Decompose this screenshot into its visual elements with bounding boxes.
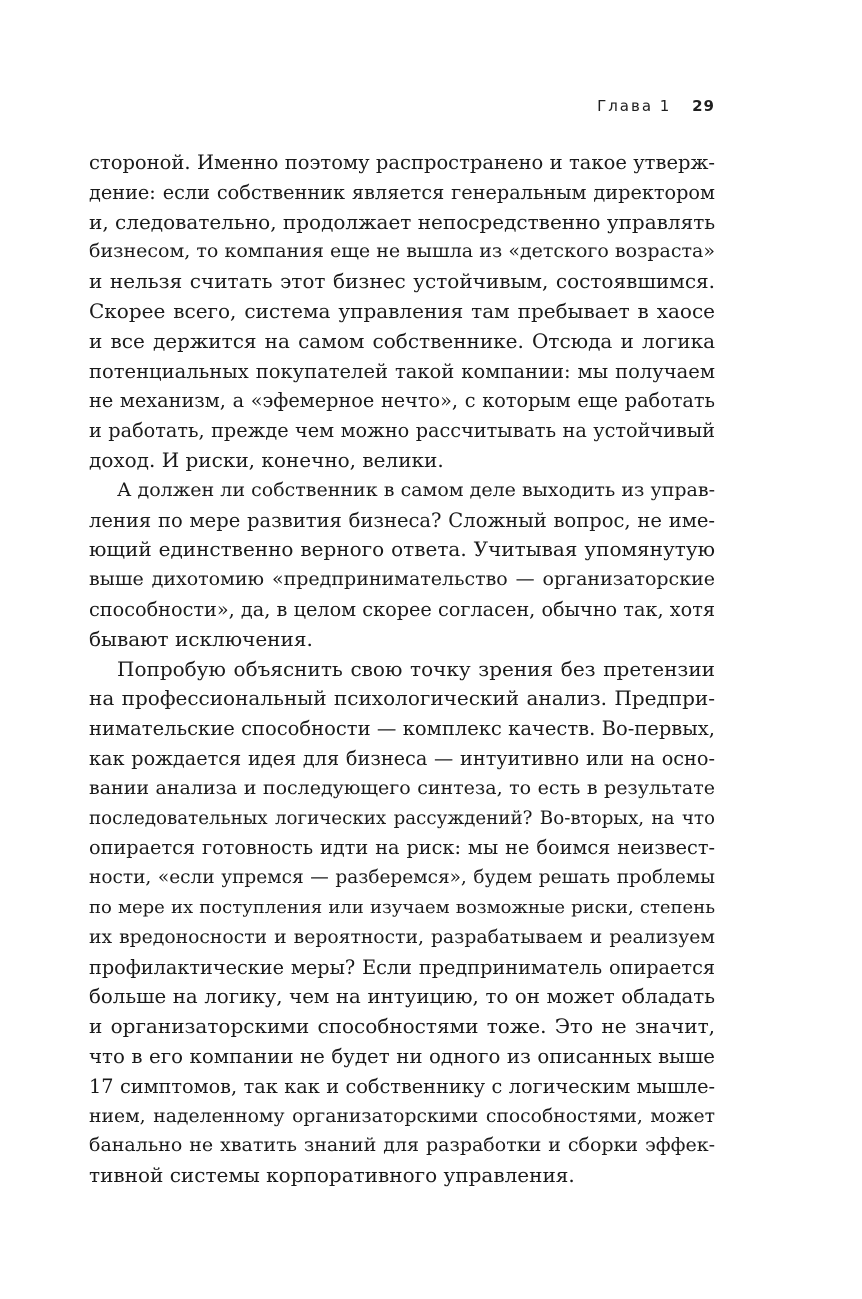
body-text <box>89 148 715 1191</box>
text-line: по мере их поступления или изучаем возможные риски, степень <box>89 896 715 918</box>
text-line: выше дихотомию «предпринимательство — организаторские <box>89 568 715 591</box>
text-line: 17 симптомов, так как и собственнику с логическим мышле- <box>89 1074 715 1098</box>
text-line: не механизм, а «эфемерное нечто», с которым еще работать <box>89 389 715 413</box>
text-line: банально не хватить знаний для разработки и сборки эффек- <box>89 1134 715 1157</box>
text-line: и все держится на самом собственнике. Отсюда и логика <box>89 328 715 353</box>
text-line: и организаторскими способностями тоже. Это не значит, <box>89 1014 715 1039</box>
text-line: дение: если собственник является генеральным директором <box>89 180 715 204</box>
text-line: и работать, прежде чем можно рассчитывать на устойчивый <box>89 419 715 443</box>
text-line: последовательных логических рассуждений? Во-вторых, на что <box>89 807 715 829</box>
page-number: 29 <box>692 97 715 115</box>
text-line: ющий единственно верного ответа. Учитывая упомянутую <box>89 537 715 562</box>
text-line: на профессиональный психологический анализ. Предпри- <box>89 686 715 711</box>
text-line: ления по мере развития бизнеса? Сложный вопрос, не име- <box>89 508 715 532</box>
text-line: вании анализа и последующего синтеза, то есть в результате <box>89 776 715 799</box>
text-line: и, следовательно, продолжает непосредственно управлять <box>89 209 716 234</box>
text-line: доход. И риски, конечно, велики. <box>89 447 444 472</box>
chapter-title: Глава 1 <box>597 97 672 115</box>
text-line: бизнесом, то компания еще не вышла из «детского возраста» <box>89 240 715 263</box>
text-line: опирается готовность идти на риск: мы не боимся неизвест- <box>89 836 715 860</box>
text-line: и нельзя считать этот бизнес устойчивым, состоявшимся. <box>89 269 715 294</box>
text-line: что в его компании не будет ни одного из описанных выше <box>89 1044 715 1068</box>
text-line: их вредоносности и вероятности, разрабатываем и реализуем <box>89 926 715 948</box>
text-line: Скорее всего, система управления там пребывает в хаосе <box>89 298 715 323</box>
text-line: стороной. Именно поэтому распространено и такое утверж- <box>89 151 715 174</box>
paragraph-2 <box>89 476 715 655</box>
text-line: нием, наделенному организаторскими способностями, может <box>89 1105 715 1127</box>
text-line: Попробую объяснить свою точку зрения без претензии <box>117 656 715 681</box>
text-line: А должен ли собственник в самом деле выходить из управ- <box>117 478 715 501</box>
paragraph-3 <box>89 655 715 1191</box>
paragraph-1 <box>89 148 715 476</box>
text-line: больше на логику, чем на интуицию, то он может обладать <box>89 985 715 1009</box>
text-line: потенциальных покупателей такой компании: мы получаем <box>89 359 715 383</box>
text-line: тивной системы корпоративного управления. <box>89 1163 575 1188</box>
text-line: ности, «если упремся — разберемся», будем решать проблемы <box>89 867 715 889</box>
text-line: бывают исключения. <box>89 626 313 651</box>
text-line: как рождается идея для бизнеса — интуитивно или на осно- <box>89 746 715 770</box>
running-head <box>597 97 715 115</box>
text-line: нимательские способности — комплекс качеств. Во-первых, <box>89 717 715 741</box>
text-line: способности», да, в целом скорее согласен, обычно так, хотя <box>89 597 715 621</box>
text-line: профилактические меры? Если предприниматель опирается <box>89 955 715 979</box>
